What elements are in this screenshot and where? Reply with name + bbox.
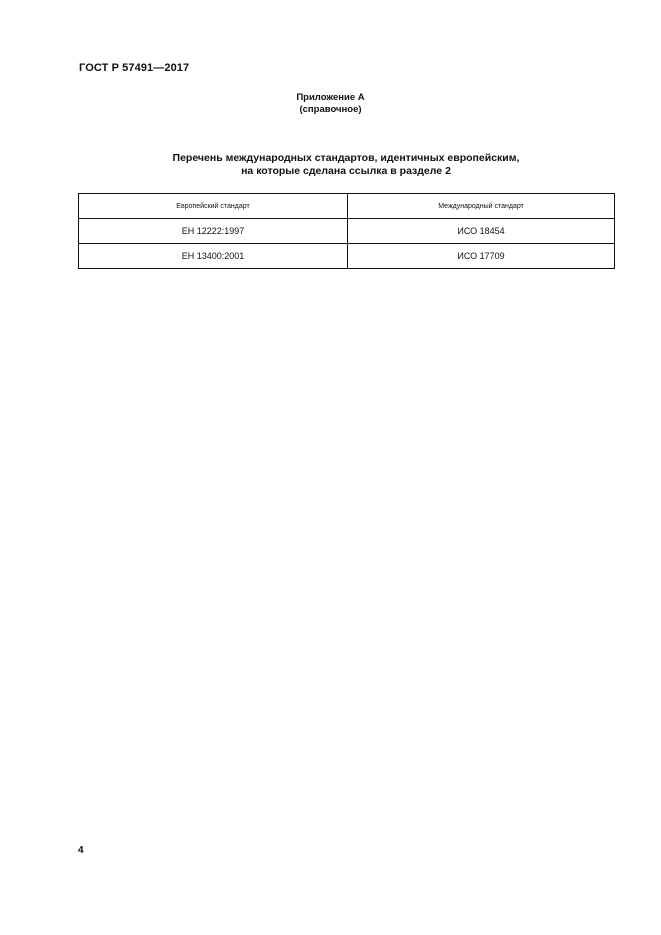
table-row <box>79 219 615 244</box>
appendix-title <box>0 152 661 178</box>
table-cell-european: ЕН 13400:2001 <box>79 244 348 269</box>
table-row <box>79 244 615 269</box>
appendix-title-line-2: на которые сделана ссылка в разделе 2 <box>241 165 451 177</box>
appendix-note: (справочное) <box>299 104 362 115</box>
document-code: ГОСТ Р 57491—2017 <box>79 62 190 74</box>
table-cell-international: ИСО 17709 <box>348 244 615 269</box>
appendix-title-line-1: Перечень международных стандартов, идентичных европейским, <box>172 152 520 164</box>
column-header-international: Международный стандарт <box>348 194 615 219</box>
table-cell-international: ИСО 18454 <box>348 219 615 244</box>
column-header-european: Европейский стандарт <box>79 194 348 219</box>
table-cell-european: ЕН 12222:1997 <box>79 219 348 244</box>
standards-table <box>78 193 615 269</box>
appendix-heading <box>0 92 661 116</box>
page-number: 4 <box>78 845 84 856</box>
appendix-label: Приложение А <box>296 92 365 103</box>
table-header-row <box>79 194 615 219</box>
